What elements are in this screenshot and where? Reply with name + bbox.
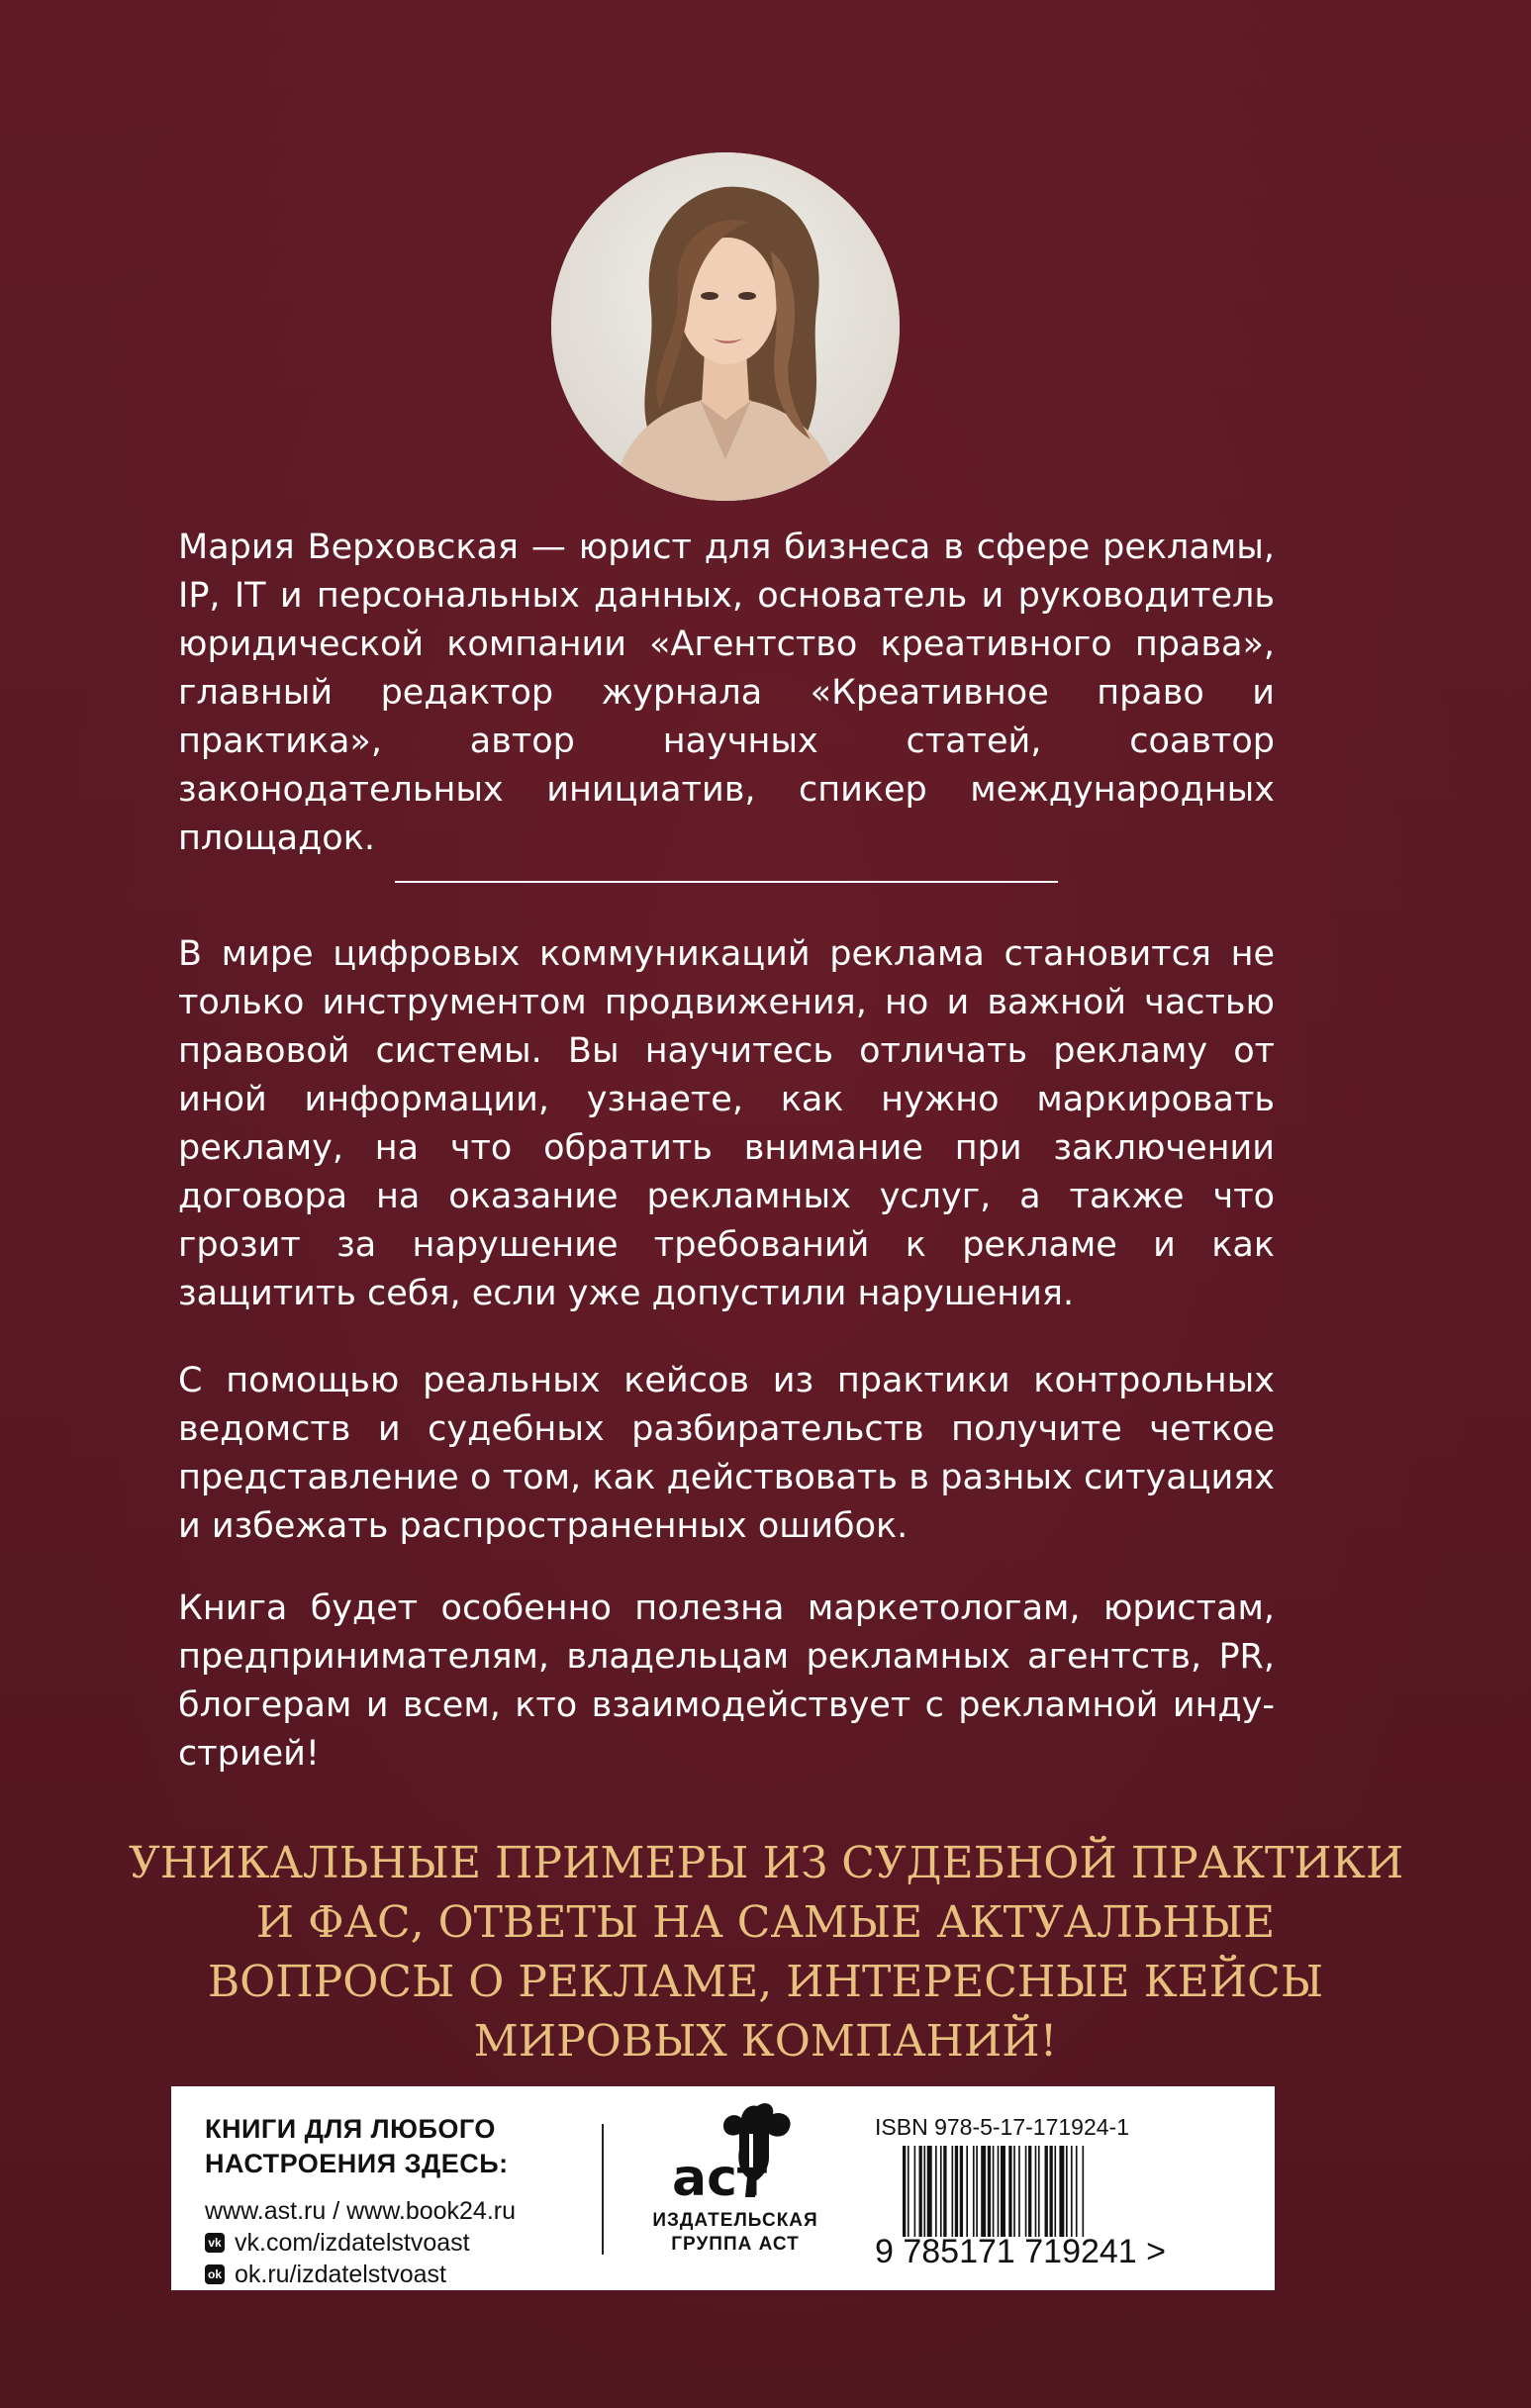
barcode-bar [927, 2146, 932, 2237]
barcode-bar [1050, 2146, 1053, 2237]
author-photo-illustration [551, 152, 900, 501]
section-divider [395, 881, 1058, 883]
barcode-bar [952, 2146, 954, 2237]
barcode-block [875, 2114, 1251, 2272]
publisher-name [622, 2209, 849, 2257]
barcode-bar [1059, 2146, 1064, 2237]
barcode-bar [1008, 2146, 1011, 2237]
description-paragraph-3: Книга будет особенно полезна маркетологам, юристам, предпринимателям, владельцам рекламных агентств, PR, блогерам и всем, кто взаимодействует с рекламной индустрией! [178, 1589, 1275, 1774]
tagline-line: ВОПРОСЫ О РЕКЛАМЕ, ИНТЕРЕСНЫЕ КЕЙСЫ [207, 1957, 1324, 2007]
barcode-bar [960, 2146, 963, 2237]
ok-url: ok.ru/izdatelstvoast [235, 2261, 446, 2288]
barcode-bar [1066, 2146, 1068, 2237]
publisher-line: ИЗДАТЕЛЬСКАЯ [652, 2210, 818, 2231]
barcode-bar [955, 2146, 958, 2237]
publisher-info-box [171, 2086, 1275, 2290]
ok-icon: ok [205, 2264, 225, 2284]
website-links[interactable]: www.ast.ru / www.book24.ru [205, 2197, 517, 2225]
barcode-bar [943, 2146, 946, 2237]
barcode-bar [1071, 2146, 1073, 2237]
barcode-bar [1038, 2146, 1040, 2237]
barcode-bar [935, 2146, 937, 2237]
ok-link[interactable] [205, 2259, 739, 2290]
barcode-bar [923, 2146, 925, 2237]
barcode-bar [966, 2146, 968, 2237]
barcode [875, 2146, 1251, 2272]
promo-title-line: НАСТРОЕНИЯ ЗДЕСЬ: [205, 2149, 509, 2178]
vk-icon: vk [205, 2233, 225, 2253]
tagline-line: УНИКАЛЬНЫЕ ПРИМЕРЫ ИЗ СУДЕБНОЙ ПРАКТИКИ [129, 1838, 1404, 1888]
tagline [129, 1834, 1402, 2071]
author-bio: Мария Верховская — юрист для бизнеса в сфере рекламы, IP, IT и персональных данных, основатель и руководитель юридической компании «Агентство креативного права», главный редактор журнала «Креативное право и практика», автор научных статей, соавтор законодательных инициатив, спикер международных площадок. [178, 528, 1275, 858]
vertical-separator [602, 2124, 604, 2255]
barcode-bar [1028, 2146, 1031, 2237]
barcode-bar [998, 2146, 1000, 2237]
ast-logo-text: аст [672, 2149, 768, 2208]
ast-logo-block [622, 2098, 849, 2257]
barcode-bar [919, 2146, 922, 2237]
barcode-bar [988, 2146, 991, 2237]
promo-title-line: КНИГИ ДЛЯ ЛЮБОГО [205, 2114, 496, 2144]
description-paragraph-1: В мире цифровых коммуникаций реклама становится не только инструментом продвижения, но и важной частью правовой системы. Вы научитесь отличать рекламу от иной информации, узнаете, как нужно маркировать рекламу, на что обратить внимание при заключении договора на оказание рекламных услуг, а также что грозит за нарушение требований к рекламе и как защитить себя, если уже допустили нарушения. [178, 934, 1275, 1313]
barcode-bar [1018, 2146, 1020, 2237]
barcode-bar [1035, 2146, 1037, 2237]
description-paragraph-2: С помощью реальных кейсов из практики контрольных ведомств и судебных разбирательств получите четкое представление о том, как действовать в разных ситуациях и избежать распространенных ошибок. [178, 1361, 1275, 1546]
barcode-bar [1025, 2146, 1027, 2237]
ean-digits: 9 785171 719241 > [875, 2233, 1167, 2270]
barcode-bar [981, 2146, 986, 2237]
barcode-bars [903, 2146, 1229, 2237]
author-portrait [551, 152, 900, 501]
barcode-bar [1054, 2146, 1056, 2237]
barcode-bar [973, 2146, 975, 2237]
ast-logo-icon [666, 2098, 805, 2209]
vk-url: vk.com/izdatelstvoast [235, 2229, 470, 2257]
barcode-bar [908, 2146, 909, 2237]
barcode-bar [940, 2146, 942, 2237]
barcode-bar [1045, 2146, 1048, 2237]
isbn-number: ISBN 978-5-17-171924-1 [875, 2114, 1129, 2140]
tagline-line: МИРОВЫХ КОМПАНИЙ! [473, 2016, 1058, 2067]
barcode-bar [976, 2146, 978, 2237]
barcode-bar [1013, 2146, 1015, 2237]
barcode-bar [1076, 2146, 1078, 2237]
barcode-bar [1083, 2146, 1085, 2237]
barcode-bar [903, 2146, 906, 2237]
barcode-bar [1001, 2146, 1005, 2237]
barcode-bar [993, 2146, 995, 2237]
barcode-bar [914, 2146, 916, 2237]
publisher-line: ГРУППА АСТ [671, 2234, 800, 2255]
tagline-line: И ФАС, ОТВЕТЫ НА САМЫЕ АКТУАЛЬНЫЕ [255, 1897, 1276, 1948]
